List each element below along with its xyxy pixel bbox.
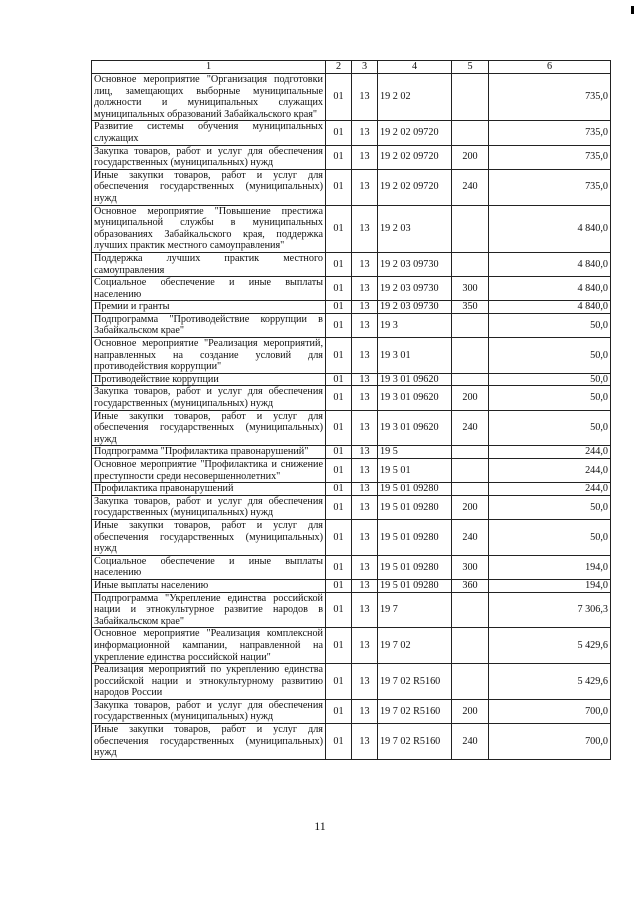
row-target-code: 19 5 01 09280 (378, 579, 452, 592)
row-target-code: 19 2 03 09730 (378, 252, 452, 276)
row-expense-type (452, 483, 489, 496)
row-expense-type (452, 252, 489, 276)
table-row (92, 145, 611, 169)
row-expense-type (452, 459, 489, 483)
row-amount: 735,0 (489, 169, 611, 205)
row-name: Закупка товаров, работ и услуг для обеспечения государственных (муниципальных) нужд (92, 495, 326, 519)
row-expense-type: 360 (452, 579, 489, 592)
row-subsection: 13 (352, 592, 378, 628)
row-target-code: 19 3 01 09620 (378, 373, 452, 386)
row-section: 01 (326, 169, 352, 205)
row-subsection: 13 (352, 373, 378, 386)
table-header (92, 61, 611, 74)
table-row (92, 121, 611, 145)
row-section: 01 (326, 459, 352, 483)
table-row (92, 313, 611, 337)
row-name: Социальное обеспечение и иные выплаты населению (92, 277, 326, 301)
table-row (92, 386, 611, 410)
row-amount: 7 306,3 (489, 592, 611, 628)
row-amount: 50,0 (489, 410, 611, 446)
row-target-code: 19 2 03 (378, 205, 452, 252)
table-row (92, 205, 611, 252)
table-row (92, 74, 611, 121)
row-name: Основное мероприятие "Реализация мероприятий, направленных на создание условий для противодействия коррупции" (92, 338, 326, 374)
table-row (92, 555, 611, 579)
table-row (92, 664, 611, 700)
row-name: Закупка товаров, работ и услуг для обеспечения государственных (муниципальных) нужд (92, 145, 326, 169)
row-amount: 4 840,0 (489, 277, 611, 301)
row-section: 01 (326, 145, 352, 169)
table-row (92, 483, 611, 496)
row-subsection: 13 (352, 519, 378, 555)
table-row (92, 628, 611, 664)
row-expense-type (452, 313, 489, 337)
table-row (92, 169, 611, 205)
row-subsection: 13 (352, 277, 378, 301)
row-target-code: 19 2 02 09720 (378, 169, 452, 205)
row-name: Иные закупки товаров, работ и услуг для обеспечения государственных (муниципальных) нужд (92, 410, 326, 446)
table-row (92, 277, 611, 301)
row-section: 01 (326, 205, 352, 252)
row-subsection: 13 (352, 301, 378, 314)
row-section: 01 (326, 664, 352, 700)
row-subsection: 13 (352, 252, 378, 276)
row-section: 01 (326, 373, 352, 386)
row-expense-type: 240 (452, 169, 489, 205)
table-row (92, 373, 611, 386)
row-subsection: 13 (352, 446, 378, 459)
row-name: Основное мероприятие "Повышение престижа муниципальной службы в муниципальных образованиях Забайкальского края, поддержка лучших практик местного самоуправления" (92, 205, 326, 252)
row-subsection: 13 (352, 664, 378, 700)
row-target-code: 19 2 03 09730 (378, 277, 452, 301)
row-name: Основное мероприятие "Организация подготовки лиц, замещающих выборные муниципальные должности и муниципальных служащих муниципальных образований Забайкальского края" (92, 74, 326, 121)
row-subsection: 13 (352, 483, 378, 496)
row-section: 01 (326, 495, 352, 519)
row-target-code: 19 7 02 R5160 (378, 724, 452, 760)
header-col-2: 2 (326, 61, 352, 74)
scan-corner-mark (631, 6, 634, 14)
row-target-code: 19 2 02 09720 (378, 121, 452, 145)
row-target-code: 19 5 01 09280 (378, 495, 452, 519)
table-row (92, 301, 611, 314)
row-section: 01 (326, 74, 352, 121)
row-target-code: 19 7 02 (378, 628, 452, 664)
row-expense-type: 240 (452, 410, 489, 446)
row-target-code: 19 3 01 09620 (378, 410, 452, 446)
row-expense-type (452, 446, 489, 459)
row-name: Закупка товаров, работ и услуг для обеспечения государственных (муниципальных) нужд (92, 386, 326, 410)
row-section: 01 (326, 724, 352, 760)
row-name: Подпрограмма "Противодействие коррупции в Забайкальском крае" (92, 313, 326, 337)
header-col-1: 1 (92, 61, 326, 74)
row-expense-type (452, 74, 489, 121)
row-target-code: 19 7 02 R5160 (378, 699, 452, 723)
row-target-code: 19 7 (378, 592, 452, 628)
row-amount: 50,0 (489, 519, 611, 555)
table-row (92, 495, 611, 519)
row-amount: 244,0 (489, 446, 611, 459)
row-amount: 50,0 (489, 373, 611, 386)
table-row (92, 446, 611, 459)
table-row (92, 252, 611, 276)
row-name: Закупка товаров, работ и услуг для обеспечения государственных (муниципальных) нужд (92, 699, 326, 723)
row-expense-type (452, 592, 489, 628)
row-name: Иные закупки товаров, работ и услуг для обеспечения государственных (муниципальных) нужд (92, 724, 326, 760)
row-expense-type: 350 (452, 301, 489, 314)
row-target-code: 19 5 (378, 446, 452, 459)
row-target-code: 19 2 03 09730 (378, 301, 452, 314)
row-subsection: 13 (352, 205, 378, 252)
row-target-code: 19 3 01 (378, 338, 452, 374)
row-section: 01 (326, 386, 352, 410)
row-amount: 50,0 (489, 338, 611, 374)
row-section: 01 (326, 592, 352, 628)
row-subsection: 13 (352, 386, 378, 410)
row-amount: 50,0 (489, 495, 611, 519)
table-row (92, 338, 611, 374)
header-col-3: 3 (352, 61, 378, 74)
row-subsection: 13 (352, 724, 378, 760)
row-expense-type (452, 338, 489, 374)
row-amount: 700,0 (489, 699, 611, 723)
row-name: Основное мероприятие "Реализация комплексной информационной кампании, направленной на укрепление единства российской нации" (92, 628, 326, 664)
row-subsection: 13 (352, 459, 378, 483)
row-amount: 50,0 (489, 313, 611, 337)
table-row (92, 459, 611, 483)
table-row (92, 410, 611, 446)
row-amount: 244,0 (489, 483, 611, 496)
row-section: 01 (326, 277, 352, 301)
row-expense-type (452, 628, 489, 664)
row-section: 01 (326, 446, 352, 459)
row-subsection: 13 (352, 313, 378, 337)
row-subsection: 13 (352, 169, 378, 205)
row-amount: 4 840,0 (489, 301, 611, 314)
row-name: Подпрограмма "Укрепление единства российской нации и этнокультурное развитие народов в Забайкальском крае" (92, 592, 326, 628)
row-section: 01 (326, 410, 352, 446)
table-body (92, 74, 611, 760)
row-subsection: 13 (352, 628, 378, 664)
row-amount: 4 840,0 (489, 252, 611, 276)
row-expense-type: 240 (452, 519, 489, 555)
table-row (92, 579, 611, 592)
row-amount: 735,0 (489, 145, 611, 169)
row-section: 01 (326, 338, 352, 374)
row-expense-type: 300 (452, 277, 489, 301)
row-target-code: 19 3 01 09620 (378, 386, 452, 410)
row-expense-type: 240 (452, 724, 489, 760)
row-section: 01 (326, 579, 352, 592)
row-amount: 4 840,0 (489, 205, 611, 252)
row-name: Реализация мероприятий по укреплению единства российской нации и этнокультурному развитию народов России (92, 664, 326, 700)
row-expense-type: 200 (452, 145, 489, 169)
header-col-5: 5 (452, 61, 489, 74)
row-expense-type (452, 205, 489, 252)
row-name: Профилактика правонарушений (92, 483, 326, 496)
row-expense-type (452, 664, 489, 700)
row-name: Иные закупки товаров, работ и услуг для обеспечения государственных (муниципальных) нужд (92, 519, 326, 555)
row-amount: 735,0 (489, 121, 611, 145)
row-name: Социальное обеспечение и иные выплаты населению (92, 555, 326, 579)
row-expense-type (452, 121, 489, 145)
row-amount: 244,0 (489, 459, 611, 483)
budget-table (91, 60, 611, 760)
row-name: Иные выплаты населению (92, 579, 326, 592)
table-row (92, 592, 611, 628)
row-name: Основное мероприятие "Профилактика и снижение преступности среди несовершеннолетних" (92, 459, 326, 483)
row-section: 01 (326, 555, 352, 579)
row-subsection: 13 (352, 121, 378, 145)
row-expense-type: 300 (452, 555, 489, 579)
row-target-code: 19 5 01 09280 (378, 555, 452, 579)
row-section: 01 (326, 121, 352, 145)
row-section: 01 (326, 252, 352, 276)
header-col-6: 6 (489, 61, 611, 74)
row-target-code: 19 2 02 (378, 74, 452, 121)
row-subsection: 13 (352, 579, 378, 592)
row-section: 01 (326, 301, 352, 314)
row-section: 01 (326, 519, 352, 555)
row-name: Подпрограмма "Профилактика правонарушений" (92, 446, 326, 459)
row-name: Премии и гранты (92, 301, 326, 314)
row-amount: 700,0 (489, 724, 611, 760)
row-subsection: 13 (352, 555, 378, 579)
row-subsection: 13 (352, 338, 378, 374)
table-row (92, 724, 611, 760)
row-target-code: 19 2 02 09720 (378, 145, 452, 169)
row-expense-type: 200 (452, 386, 489, 410)
row-name: Поддержка лучших практик местного самоуправления (92, 252, 326, 276)
row-name: Противодействие коррупции (92, 373, 326, 386)
row-section: 01 (326, 483, 352, 496)
row-amount: 735,0 (489, 74, 611, 121)
row-amount: 5 429,6 (489, 628, 611, 664)
row-name: Развитие системы обучения муниципальных служащих (92, 121, 326, 145)
row-subsection: 13 (352, 495, 378, 519)
row-name: Иные закупки товаров, работ и услуг для обеспечения государственных (муниципальных) нужд (92, 169, 326, 205)
row-subsection: 13 (352, 74, 378, 121)
row-target-code: 19 5 01 09280 (378, 483, 452, 496)
row-section: 01 (326, 699, 352, 723)
row-amount: 194,0 (489, 579, 611, 592)
row-expense-type: 200 (452, 699, 489, 723)
header-row (92, 61, 611, 74)
row-expense-type (452, 373, 489, 386)
table-row (92, 519, 611, 555)
row-amount: 5 429,6 (489, 664, 611, 700)
row-subsection: 13 (352, 699, 378, 723)
row-subsection: 13 (352, 145, 378, 169)
row-target-code: 19 3 (378, 313, 452, 337)
row-expense-type: 200 (452, 495, 489, 519)
header-col-4: 4 (378, 61, 452, 74)
row-amount: 194,0 (489, 555, 611, 579)
table-row (92, 699, 611, 723)
row-subsection: 13 (352, 410, 378, 446)
row-section: 01 (326, 628, 352, 664)
row-target-code: 19 5 01 09280 (378, 519, 452, 555)
row-target-code: 19 7 02 R5160 (378, 664, 452, 700)
row-target-code: 19 5 01 (378, 459, 452, 483)
page-number: 11 (314, 819, 326, 833)
row-amount: 50,0 (489, 386, 611, 410)
row-section: 01 (326, 313, 352, 337)
